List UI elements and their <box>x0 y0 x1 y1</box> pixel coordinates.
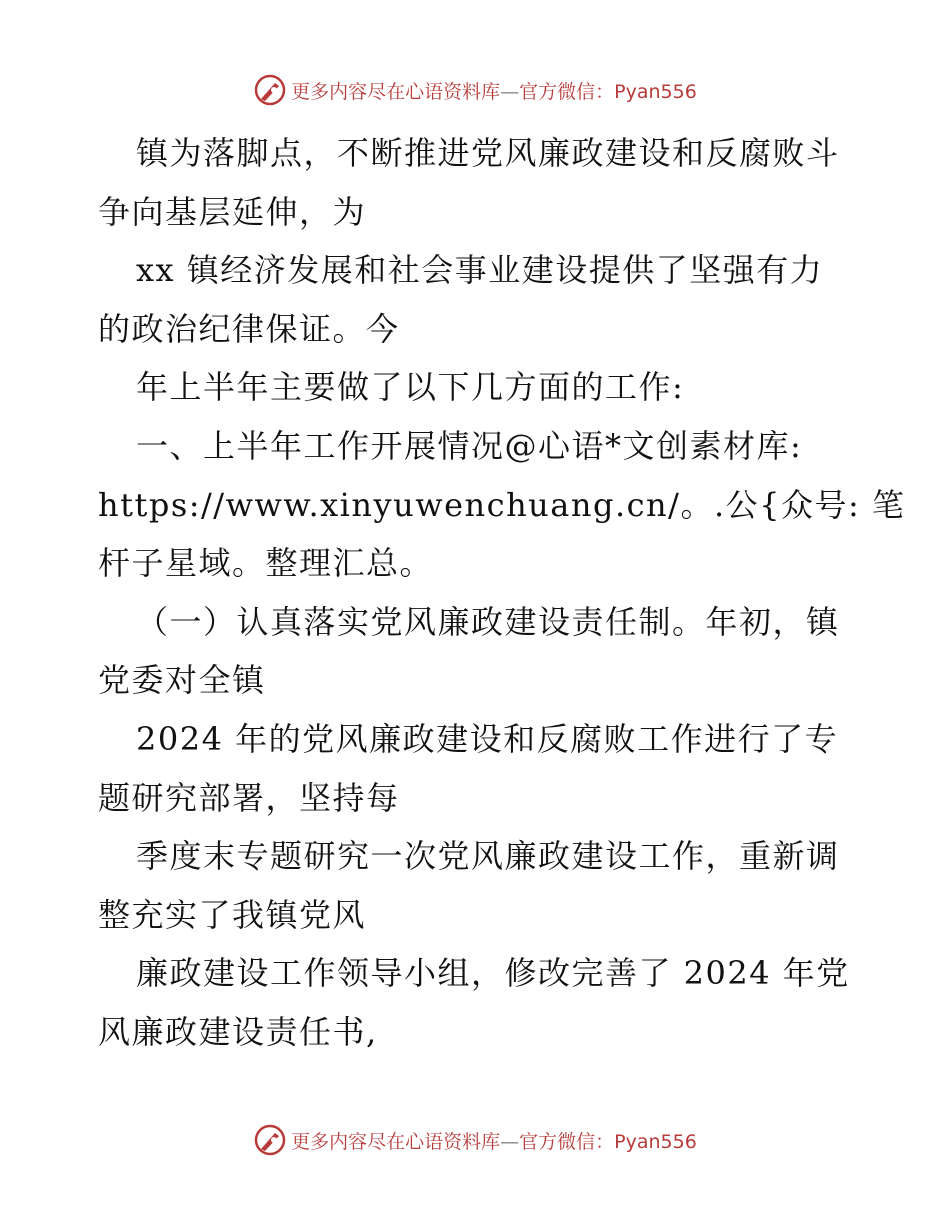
watermark-text <box>291 1127 697 1154</box>
text-line: 整充实了我镇党风 <box>98 895 367 934</box>
footer-watermark <box>0 1120 950 1160</box>
pen-circle-icon <box>253 73 287 107</box>
text-line: 季度末专题研究一次党风廉政建设工作，重新调 <box>136 837 840 876</box>
watermark-separator: — <box>500 80 520 103</box>
document-body <box>98 124 906 1062</box>
text-line: https://www.xinyuwenchuang.cn/。.公{众号: 笔 <box>98 485 906 524</box>
text-line: 党委对全镇 <box>98 661 266 700</box>
header-watermark <box>0 70 950 110</box>
watermark-main: 更多内容尽在心语资料库 <box>291 80 501 103</box>
watermark-wechat: 官方微信：Pyan556 <box>519 80 697 103</box>
text-line: （一）认真落实党风廉政建设责任制。年初，镇 <box>136 602 840 641</box>
text-line: 争向基层延伸，为 <box>98 192 367 231</box>
pen-circle-icon <box>253 1123 287 1157</box>
watermark-main: 更多内容尽在心语资料库 <box>291 1130 501 1153</box>
text-line: 题研究部署，坚持每 <box>98 778 400 817</box>
watermark-text <box>291 77 697 104</box>
watermark-separator: — <box>500 1130 520 1153</box>
text-line: 镇为落脚点，不断推进党风廉政建设和反腐败斗 <box>136 134 840 172</box>
text-line: 杆子星域。整理汇总。 <box>98 544 434 583</box>
watermark-wechat: 官方微信：Pyan556 <box>519 1130 697 1153</box>
text-line: 风廉政建设责任书, <box>98 1012 378 1051</box>
text-line: 2024 年的党风廉政建设和反腐败工作进行了专 <box>136 719 839 758</box>
text-line: xx 镇经济发展和社会事业建设提供了坚强有力 <box>136 251 824 290</box>
text-line: 廉政建设工作领导小组，修改完善了 2024 年党 <box>136 954 850 993</box>
text-line: 一、上半年工作开展情况@心语*文创素材库: <box>136 426 803 465</box>
text-line: 的政治纪律保证。今 <box>98 309 400 348</box>
text-line: 年上半年主要做了以下几方面的工作: <box>136 368 685 407</box>
